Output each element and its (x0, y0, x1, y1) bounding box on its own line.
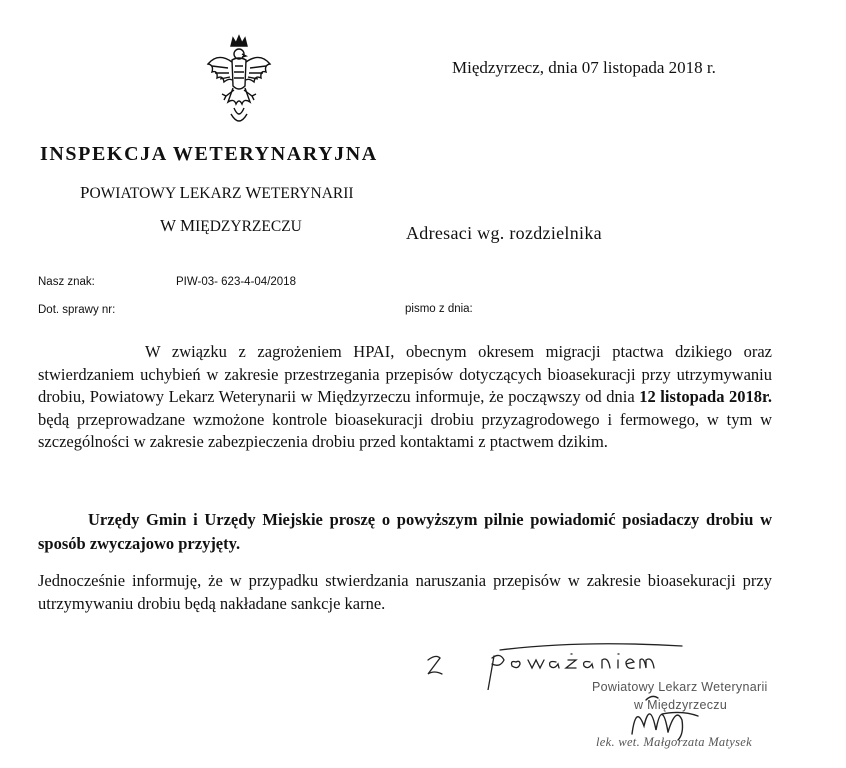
place-and-date: Międzyrzecz, dnia 07 listopada 2018 r. (452, 58, 716, 77)
p1-text-a: W związku z zagrożeniem HPAI, obecnym okresem migracji ptactwa dzikiego oraz stwierdzaniem uchybień w zakresie przestrzegania przepisów dotyczących bioasekuracji przy utrzymywaniu drobiu, Powiatowy Lekarz Weterynarii w Międzyrzeczu informuje, że począwszy od dnia (38, 342, 772, 406)
organization-department (80, 183, 354, 203)
our-reference-value: PIW-03- 623-4-04/2018 (176, 276, 296, 288)
org-sub-part-2: EKARZ (189, 185, 246, 202)
org-sub-part-1: OWIATOWY (89, 185, 180, 202)
our-reference-label: Nasz znak: (38, 276, 95, 288)
body-paragraph-2: Urzędy Gmin i Urzędy Miejskie proszę o powyższym pilnie powiadomić posiadaczy drobiu w sposób zwyczajowo przyjęty. (38, 510, 772, 553)
org-sub-initial-p: P (80, 183, 90, 202)
stamp-line-2: w Międzyrzeczu (634, 698, 728, 712)
organization-city (160, 216, 302, 236)
org-sub-part-3: ETERYNARII (261, 185, 354, 202)
body-paragraph-3: Jednocześnie informuję, że w przypadku stwierdzania naruszania przepisów w zakresie bioasekuracji przy utrzymywaniu drobiu będą nakładane sankcje karne. (38, 571, 772, 613)
p1-text-b: będą przeprowadzane wzmożone kontrole bioasekuracji drobiu przyzagrodowego i fermowego, w tym w szczególności w zakresie zabezpieczenia drobiu przed kontaktami z ptactwem dzikim. (38, 409, 772, 451)
body-paragraph-1 (38, 341, 772, 454)
organization-name: INSPEKCJA WETERYNARYJNA (40, 143, 378, 165)
stamp-line-1: Powiatowy Lekarz Weterynarii (592, 680, 768, 694)
org-sub-initial-w: W (245, 183, 262, 202)
letter-date-label: pismo z dnia: (405, 303, 473, 315)
org-city-rest: IĘDZYRZECZU (195, 218, 302, 235)
org-sub-initial-l: L (179, 183, 190, 202)
polish-eagle-emblem-icon (204, 34, 274, 130)
addressees: Adresaci wg. rozdzielnika (406, 223, 602, 243)
org-city-initials: W M (160, 216, 196, 235)
stamp-line-3: lek. wet. Małgorzata Matysek (596, 735, 752, 749)
case-reference-label: Dot. sprawy nr: (38, 304, 116, 316)
p1-date-bold: 12 listopada 2018r. (639, 387, 772, 406)
